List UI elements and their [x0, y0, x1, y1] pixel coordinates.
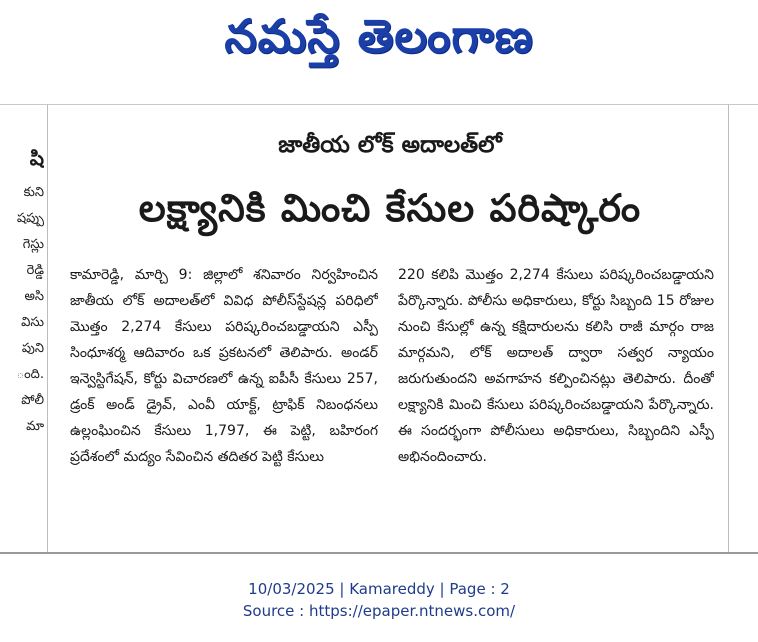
article-kicker: జాతీయ లోక్ అదాలత్‌లో: [278, 132, 502, 158]
bottom-rule: [0, 552, 758, 554]
top-rule: [0, 104, 758, 105]
adjacent-text-line: పుని: [21, 341, 44, 356]
newspaper-logo: నమస్తే తెలంగాణ: [224, 9, 534, 63]
article-body-column-2: 220 కలిపి మొత్తం 2,274 కేసులు పరిష్కరించబడ్డాయని పేర్కొన్నారు. పోలీసు అధికారులు, కోర్టు సిబ్బంది 15 రోజుల నుంచి కేసుల్లో ఉన్న కక్షిదారులను కలిసి రాజీ మార్గం రాజ మార్గమని, లోక్ అదాలత్ ద్వారా సత్వర న్యాయం జరుగుతుందని అవగాహన కల్పించినట్లు తెలిపారు. దీంతో లక్ష్యానికి మించి కేసులు పరిష్కరించబడ్డాయని పేర్కొన్నారు. ఈ సందర్భంగా పోలీసులు అధికారులు, సిబ్బందిని ఎస్పీ అభినందించారు.: [398, 267, 714, 465]
adjacent-text-line: మా: [26, 419, 44, 434]
article-body-column-1: కామారెడ్డి, మార్చి 9: జిల్లాలో శనివారం నిర్వహించిన జాతీయ లోక్ అదాలత్‌లో వివిధ పోలీస్‌స్టేషన్ల పరిధిలో మొత్తం 2,274 కేసులు పరిష్కరించబడ్డాయని ఎస్పీ సింధూశర్మ ఆదివారం ఒక ప్రకటనలో తెలిపారు. అండర్ ఇన్వెస్టిగేషన్, కోర్టు విచారణలో ఉన్న ఐపీసీ కేసులు 257, డ్రంక్ అండ్ డ్రైవ్, ఎంవీ యాక్ట్, ట్రాఫిక్ నిబంధనలు ఉల్లంఘించిన కేసులు 1,797, ఈ పెట్టి, బహిరంగ ప్రదేశంలో మద్యం సేవించిన తదితర పెట్టి కేసులు: [70, 267, 378, 465]
adjacent-heading-fragment: షి: [29, 146, 44, 170]
adjacent-article-fragment: [0, 140, 44, 440]
masthead: [0, 0, 758, 84]
footer-dateline: 10/03/2025 | Kamareddy | Page : 2: [248, 580, 510, 598]
adjacent-text-line: ంది.: [16, 367, 44, 382]
adjacent-text-line: పోలీ: [21, 393, 44, 408]
adjacent-text-line: షప్పు: [16, 211, 44, 226]
right-column-divider: [728, 104, 729, 552]
adjacent-text-line: అసి: [24, 289, 44, 304]
article-headline: లక్ష్యానికి మించి కేసుల పరిష్కారం: [138, 186, 642, 230]
adjacent-text-line: రెడ్డి: [26, 263, 44, 278]
footer: [0, 578, 758, 622]
footer-source: Source : https://epaper.ntnews.com/: [242, 602, 516, 620]
adjacent-text-line: కుని: [23, 185, 44, 200]
left-column-divider: [47, 104, 48, 552]
adjacent-text-line: గెస్లు: [22, 237, 44, 252]
adjacent-text-line: విసు: [21, 315, 44, 330]
